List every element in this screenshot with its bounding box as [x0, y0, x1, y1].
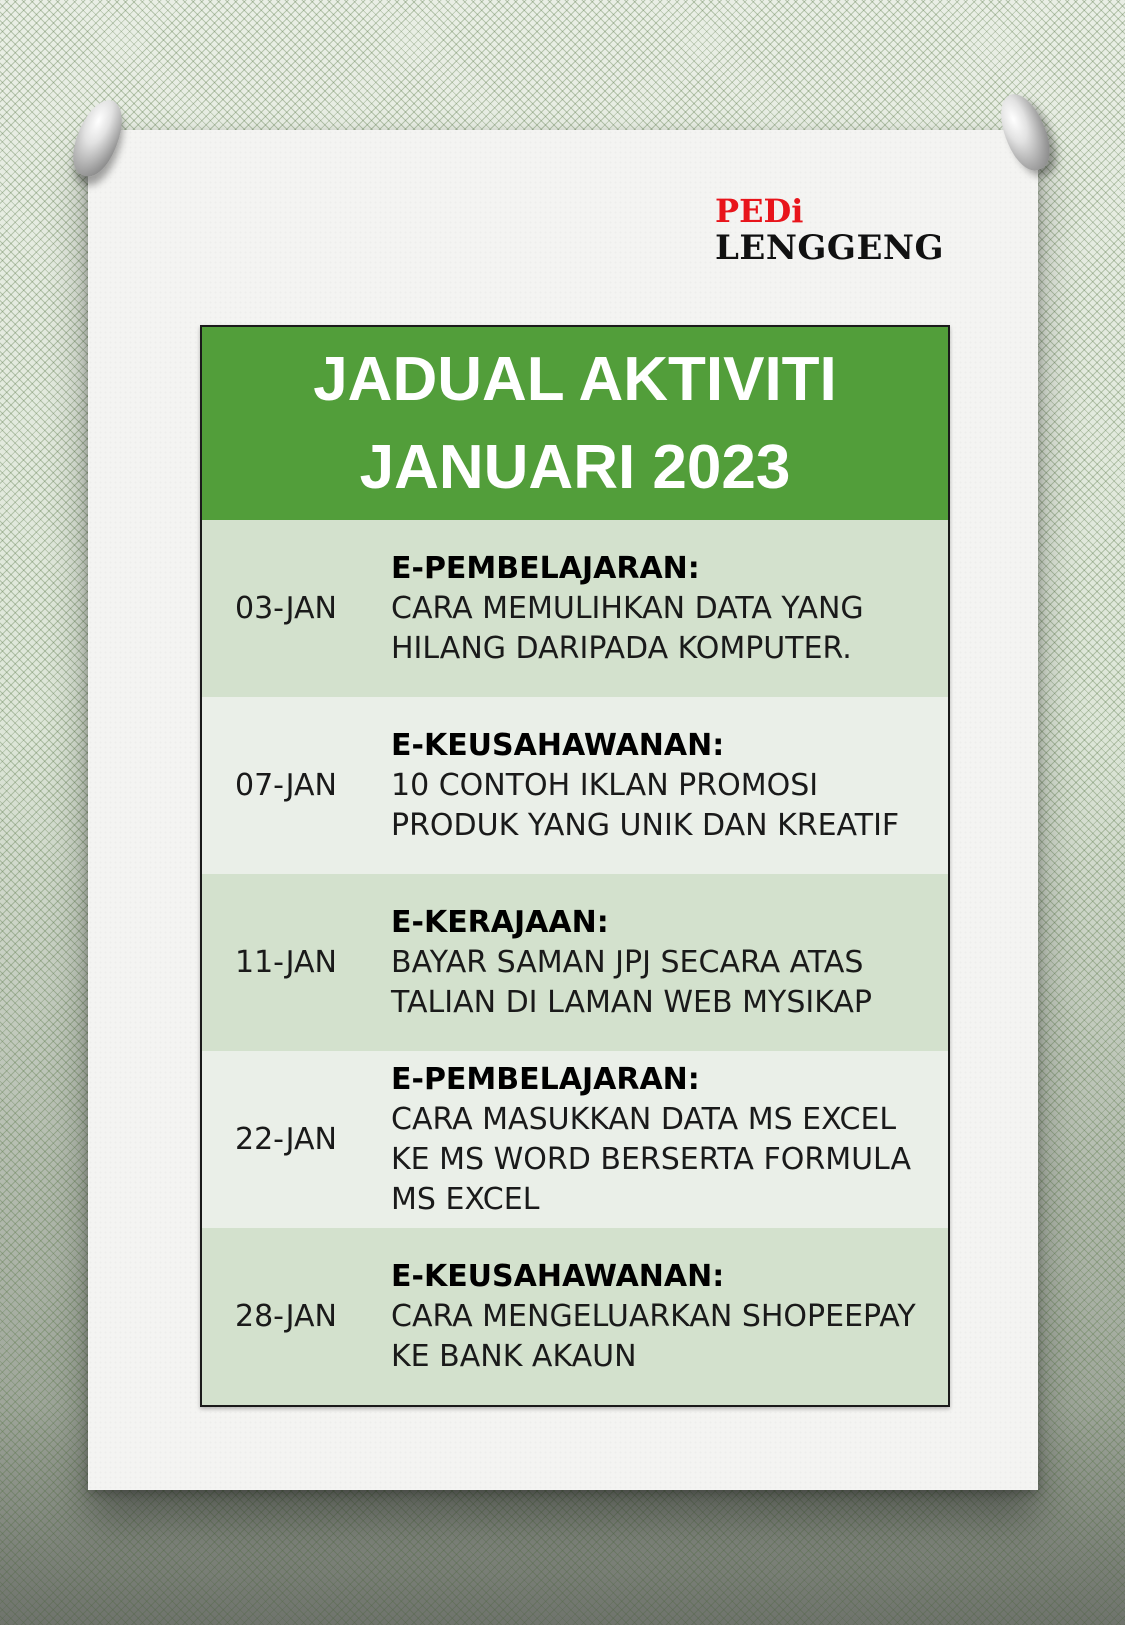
row-description: 10 CONTOH IKLAN PROMOSI PRODUK YANG UNIK DAN KREATIF: [391, 767, 900, 843]
row-content: [391, 549, 948, 669]
schedule-row: [202, 874, 948, 1051]
row-description: BAYAR SAMAN JPJ SECARA ATAS TALIAN DI LAMAN WEB MYSIKAP: [391, 944, 872, 1020]
brand-line-2: LENGGENG: [715, 228, 945, 268]
row-date: 22-JAN: [235, 1122, 337, 1157]
schedule-row: [202, 1051, 948, 1228]
row-date: 03-JAN: [235, 591, 337, 626]
schedule-row: [202, 697, 948, 874]
brand-line-1: PEDi: [715, 192, 804, 230]
row-content: [391, 1257, 948, 1377]
row-description: CARA MASUKKAN DATA MS EXCEL KE MS WORD BERSERTA FORMULA MS EXCEL: [391, 1101, 911, 1217]
row-date: 11-JAN: [235, 945, 337, 980]
row-category: E-KERAJAAN:: [391, 904, 609, 940]
schedule-row: [202, 520, 948, 697]
row-category: E-KEUSAHAWANAN:: [391, 727, 725, 763]
brand-logo: [715, 192, 945, 268]
activity-schedule-table: [200, 325, 950, 1407]
row-content: [391, 1060, 948, 1220]
schedule-title-line-2: JANUARI 2023: [359, 432, 791, 502]
row-content: [391, 903, 948, 1023]
row-category: E-PEMBELAJARAN:: [391, 1061, 700, 1097]
row-category: E-KEUSAHAWANAN:: [391, 1258, 725, 1294]
schedule-title: [202, 327, 948, 520]
schedule-rows: [202, 520, 948, 1405]
row-content: [391, 726, 948, 846]
row-date: 07-JAN: [235, 768, 337, 803]
schedule-title-line-1: JADUAL AKTIVITI: [313, 344, 837, 414]
row-description: CARA MEMULIHKAN DATA YANG HILANG DARIPADA KOMPUTER.: [391, 590, 864, 666]
row-category: E-PEMBELAJARAN:: [391, 550, 700, 586]
row-date: 28-JAN: [235, 1299, 337, 1334]
row-description: CARA MENGELUARKAN SHOPEEPAY KE BANK AKAUN: [391, 1298, 916, 1374]
schedule-row: [202, 1228, 948, 1405]
